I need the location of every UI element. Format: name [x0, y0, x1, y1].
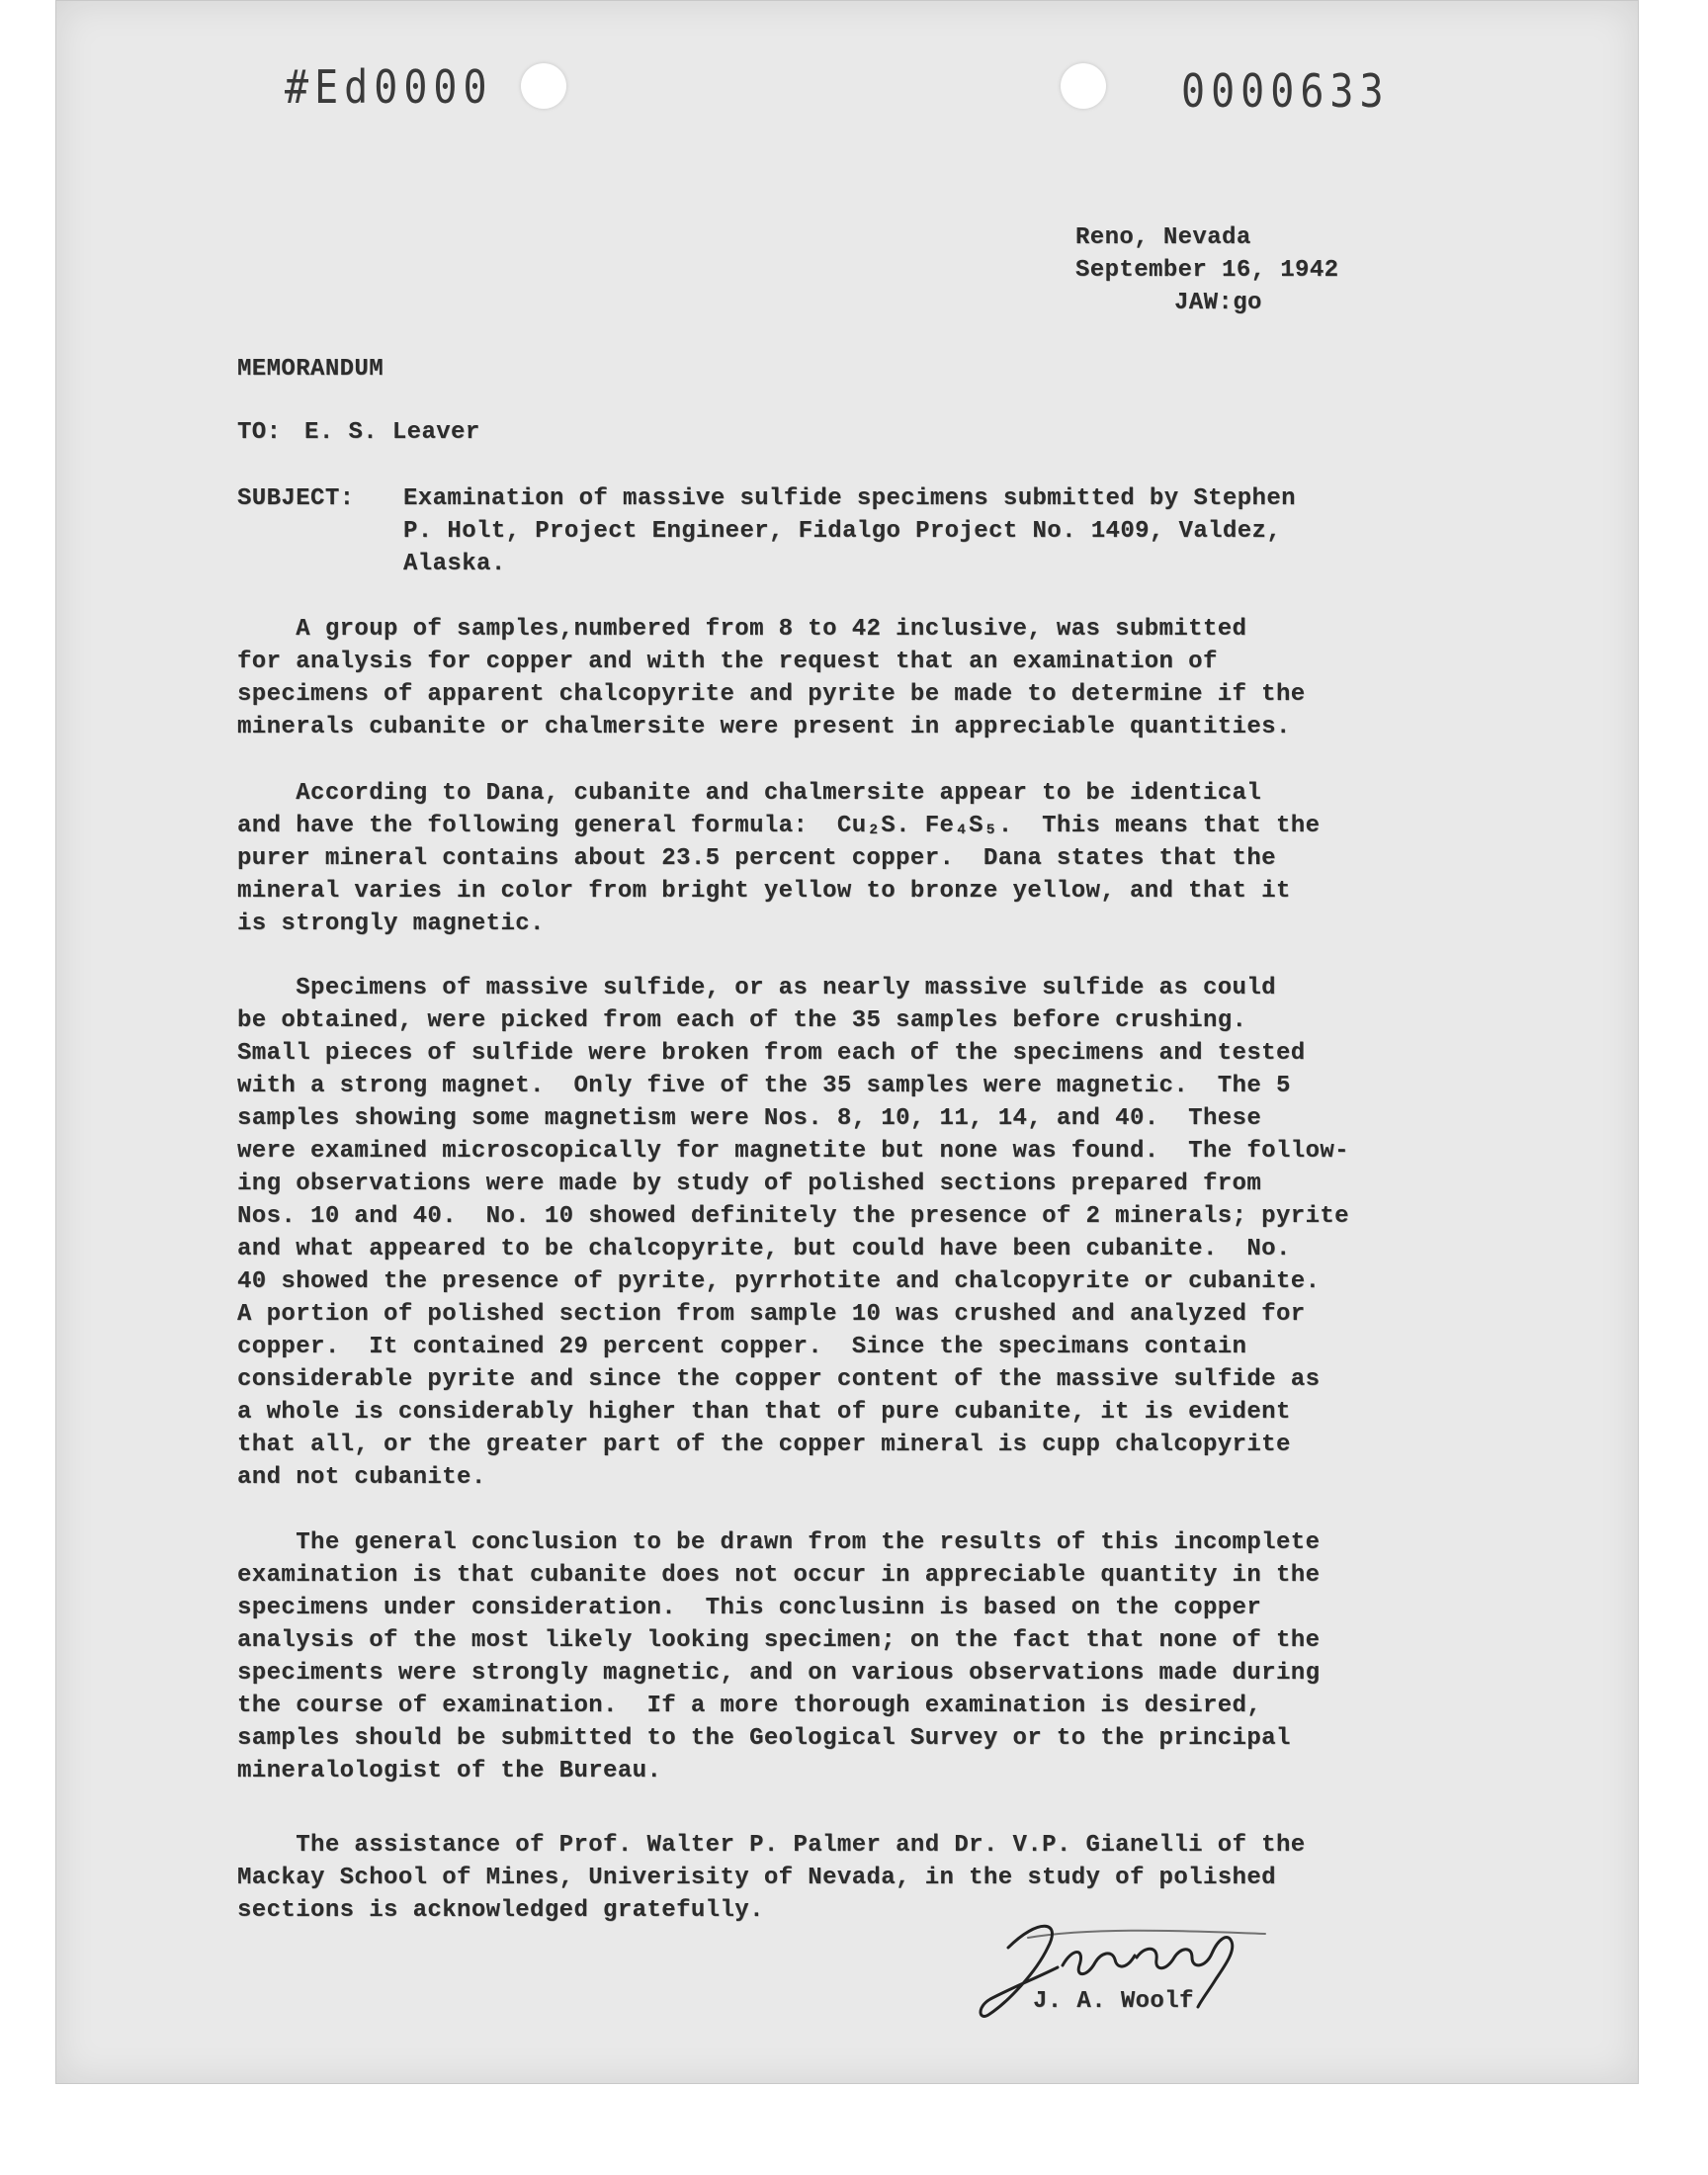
paragraph-line: samples showing some magnetism were Nos. 8, 10, 11, 14, and 40. These [237, 1105, 1262, 1132]
paragraph-line: analysis of the most likely looking specimen; on the fact that none of the [237, 1627, 1321, 1654]
paragraph-line: a whole is considerably higher than that of pure cubanite, it is evident [237, 1399, 1291, 1426]
paragraph-line: A portion of polished section from sample 10 was crushed and analyzed for [237, 1301, 1306, 1328]
paragraph-line: Nos. 10 and 40. No. 10 showed definitely the presence of 2 minerals; pyrite [237, 1203, 1349, 1230]
paragraph-line: with a strong magnet. Only five of the 35 samples were magnetic. The 5 [237, 1073, 1291, 1099]
paragraph-line: mineralologist of the Bureau. [237, 1758, 662, 1784]
paragraph-line: and have the following general formula: Cu₂S. Fe₄S₅. This means that the [237, 813, 1321, 839]
paragraph-line: 40 showed the presence of pyrite, pyrrhotite and chalcopyrite or cubanite. [237, 1268, 1321, 1295]
paragraph-line: and what appeared to be chalcopyrite, but could have been cubanite. No. [237, 1236, 1291, 1262]
paragraph-line: for analysis for copper and with the request that an examination of [237, 649, 1218, 675]
paragraph-line: be obtained, were picked from each of the 35 samples before crushing. [237, 1007, 1247, 1034]
paragraph-line: is strongly magnetic. [237, 911, 545, 937]
subject-line: P. Holt, Project Engineer, Fidalgo Project No. 1409, Valdez, [403, 518, 1282, 545]
paragraph-line: specimens under consideration. This conclusinn is based on the copper [237, 1595, 1262, 1621]
dateline-date: September 16, 1942 [1075, 257, 1339, 284]
paragraph-line: ing observations were made by study of polished sections prepared from [237, 1171, 1262, 1197]
paragraph-line: samples should be submitted to the Geological Survey or to the principal [237, 1725, 1291, 1752]
paragraph-line: According to Dana, cubanite and chalmersite appear to be identical [237, 780, 1262, 807]
dateline-city: Reno, Nevada [1075, 224, 1251, 251]
paragraph-line: examination is that cubanite does not occur in appreciable quantity in the [237, 1562, 1321, 1589]
subject-line: Alaska. [403, 551, 506, 577]
paragraph-line: speciments were strongly magnetic, and on various observations made during [237, 1660, 1321, 1687]
paragraph-1 [237, 613, 1306, 743]
paragraph-line: The general conclusion to be drawn from the results of this incomplete [237, 1529, 1321, 1556]
paragraph-line: sections is acknowledged gratefully. [237, 1897, 764, 1924]
paragraph-line: and not cubanite. [237, 1464, 486, 1491]
typed-signature-name: J. A. Woolf [1033, 1988, 1194, 2015]
paragraph-line: considerable pyrite and since the copper content of the massive sulfide as [237, 1366, 1321, 1393]
paragraph-2 [237, 777, 1320, 940]
paragraph-line: specimens of apparent chalcopyrite and pyrite be made to determine if the [237, 681, 1306, 708]
subject-line: Examination of massive sulfide specimens submitted by Stephen [403, 485, 1296, 512]
paragraph-line: were examined microscopically for magnetite but none was found. The follow- [237, 1138, 1349, 1165]
doc-number-left: #Ed0000 [285, 61, 493, 115]
paragraph-line: that all, or the greater part of the copper mineral is cupp chalcopyrite [237, 1432, 1291, 1458]
paragraph-line: Mackay School of Mines, Univerisity of Nevada, in the study of polished [237, 1865, 1276, 1891]
dateline-initials: JAW:go [1174, 290, 1262, 316]
paragraph-line: the course of examination. If a more thorough examination is desired, [237, 1693, 1262, 1719]
paragraph-4 [237, 1526, 1320, 1787]
paragraph-3 [237, 972, 1349, 1494]
subject-label: SUBJECT: [237, 485, 355, 512]
paragraph-line: purer mineral contains about 23.5 percent copper. Dana states that the [237, 845, 1276, 872]
doc-number-right: 0000633 [1181, 65, 1390, 119]
to-line [237, 416, 480, 449]
paragraph-line: minerals cubanite or chalmersite were present in appreciable quantities. [237, 714, 1291, 740]
paragraph-line: mineral varies in color from bright yellow to bronze yellow, and that it [237, 878, 1291, 905]
paragraph-line: Specimens of massive sulfide, or as nearly massive sulfide as could [237, 975, 1276, 1001]
dateline [1075, 221, 1338, 319]
paragraph-line: copper. It contained 29 percent copper. Since the specimans contain [237, 1334, 1247, 1360]
paragraph-line: Small pieces of sulfide were broken from each of the specimens and tested [237, 1040, 1306, 1067]
paragraph-line: A group of samples,numbered from 8 to 42 inclusive, was submitted [237, 616, 1247, 643]
memo-heading: MEMORANDUM [237, 356, 384, 383]
subject-text [403, 482, 1296, 580]
paragraph-line: The assistance of Prof. Walter P. Palmer and Dr. V.P. Gianelli of the [237, 1832, 1306, 1859]
to-value: E. S. Leaver [304, 419, 480, 446]
to-label: TO: [237, 419, 282, 446]
